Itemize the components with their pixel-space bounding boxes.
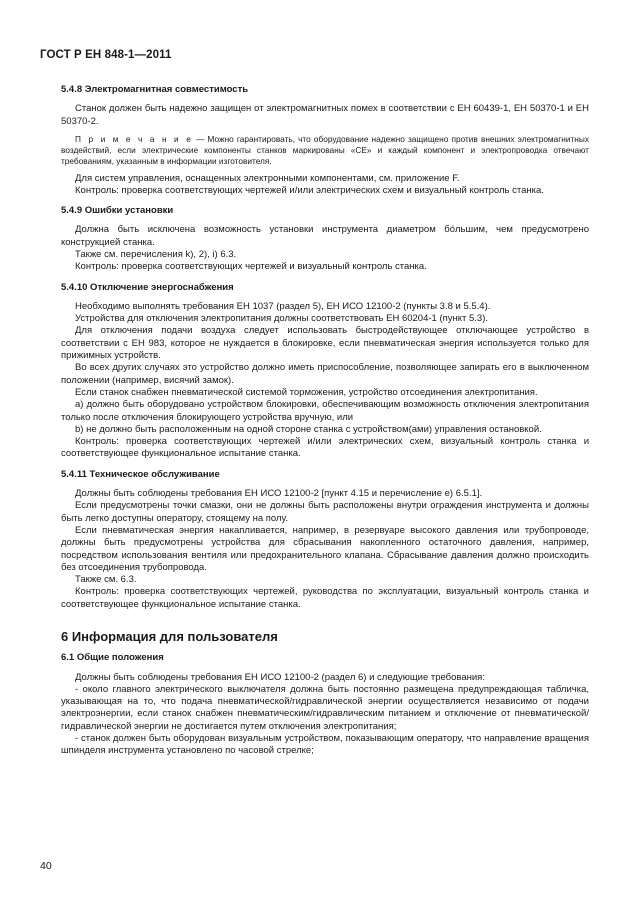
paragraph: Необходимо выполнять требования ЕН 1037 (раздел 5), ЕН ИСО 12100-2 (пункты 3.8 и 5.5.4). bbox=[75, 300, 491, 312]
paragraph: Станок должен быть надежно защищен от электромагнитных помех в соответствии с ЕН 60439-1, ЕН 50370-1 и ЕН 50370-2. bbox=[61, 103, 589, 127]
note-text: — Можно гарантировать, что оборудование надежно защищено против внешних электромагнитных воздействий, если электрические компоненты станков маркированы «СЕ» и каждый компонент и электропроводка отвечают требованиям, указанным в информации изготовителя. bbox=[61, 133, 589, 167]
section-heading-6-1: 6.1 Общие положения bbox=[61, 652, 164, 664]
paragraph: Контроль: проверка соответствующих чертежей и/или электрических схем, визуальный контроль станка и соответствующее функциональное испытание станка. bbox=[61, 436, 589, 460]
paragraph: Контроль: проверка соответствующих чертежей и/или электрических схем и визуальный контроль станка. bbox=[75, 184, 544, 196]
paragraph: Должны быть соблюдены требования ЕН ИСО 12100-2 [пункт 4.15 и перечисление е) 6.5.1]. bbox=[75, 488, 483, 500]
paragraph: Для систем управления, оснащенных электронными компонентами, см. приложение F. bbox=[75, 172, 460, 184]
list-item: - станок должен быть оборудован визуальным устройством, показывающим оператору, что направление вращения шпинделя инструмента установлено по часовой стрелке; bbox=[61, 733, 589, 757]
paragraph: Устройства для отключения электропитания должны соответствовать ЕН 60204-1 (пункт 5.3). bbox=[75, 313, 489, 325]
paragraph: Должна быть исключена возможность установки инструмента диаметром бóльшим, чем предусмотрено конструкцией станка. bbox=[61, 224, 589, 248]
page-number: 40 bbox=[40, 860, 52, 872]
paragraph: Для отключения подачи воздуха следует использовать быстродействующее отключающее устройство в соответствии с ЕН 983, которое не нуждается в блокировке, если пневматическая энергия используется только для прижимных устройств. bbox=[61, 325, 589, 362]
section-heading-5-4-8: 5.4.8 Электромагнитная совместимость bbox=[61, 84, 249, 95]
paragraph: Если предусмотрены точки смазки, они не должны быть расположены внутри ограждения инструмента и должны быть легко доступны оператору, стоящему на полу. bbox=[61, 500, 589, 524]
document-body bbox=[61, 76, 589, 758]
section-heading-6: 6 Информация для пользователя bbox=[61, 629, 278, 644]
paragraph: Должны быть соблюдены требования ЕН ИСО 12100-2 (раздел 6) и следующие требования: bbox=[75, 671, 485, 683]
section-heading-5-4-11: 5.4.11 Техническое обслуживание bbox=[61, 468, 220, 480]
list-item: - около главного электрического выключателя должна быть постоянно размещена предупреждающая табличка, указывающая на то, что подача пневматической/гидравлической энергии осуществляется независимо от подачи электроэнергии, если станок снабжен пневматическим/гидравлическим питанием и отключение от пневматической/гидравлической энергии не достигается путем отключения электропитания; bbox=[61, 683, 589, 732]
paragraph: Контроль: проверка соответствующих чертежей и визуальный контроль станка. bbox=[75, 261, 427, 273]
note-label: П р и м е ч а н и е bbox=[75, 133, 194, 144]
paragraph: Если станок снабжен пневматической системой торможения, устройство отсоединения электропитания. bbox=[75, 386, 538, 398]
note-paragraph bbox=[61, 134, 589, 168]
list-item-b: b) не должно быть расположенным на одной стороне станка с устройством(ами) управления остановкой. bbox=[75, 423, 542, 435]
document-number-header: ГОСТ Р ЕН 848-1—2011 bbox=[40, 49, 172, 61]
paragraph: Контроль: проверка соответствующих чертежей, руководства по эксплуатации, визуальный контроль станка и соответствующее функциональное испытание станка. bbox=[61, 586, 589, 610]
paragraph: Также см. перечисления k), 2), i) 6.3. bbox=[75, 248, 237, 260]
list-item-a: а) должно быть оборудовано устройством блокировки, обеспечивающим возможность отключения электропитания только после отключения блокирующего устройства вручную, или bbox=[61, 399, 589, 423]
paragraph: Если пневматическая энергия накапливается, например, в резервуаре высокого давления или трубопроводе, должны быть предусмотрены устройства для сбрасывания накопленного остаточного давления, например, посредством использования вентиля или предохранительного клапана. Сбрасывание давления должно происходить без отсоединения трубопровода. bbox=[61, 524, 589, 573]
section-heading-5-4-10: 5.4.10 Отключение энергоснабжения bbox=[61, 281, 234, 293]
paragraph: Также см. 6.3. bbox=[75, 574, 137, 586]
paragraph: Во всех других случаях это устройство должно иметь приспособление, позволяющее запирать его в выключенном положении (например, висячий замок). bbox=[61, 362, 589, 386]
section-heading-5-4-9: 5.4.9 Ошибки установки bbox=[61, 205, 174, 217]
